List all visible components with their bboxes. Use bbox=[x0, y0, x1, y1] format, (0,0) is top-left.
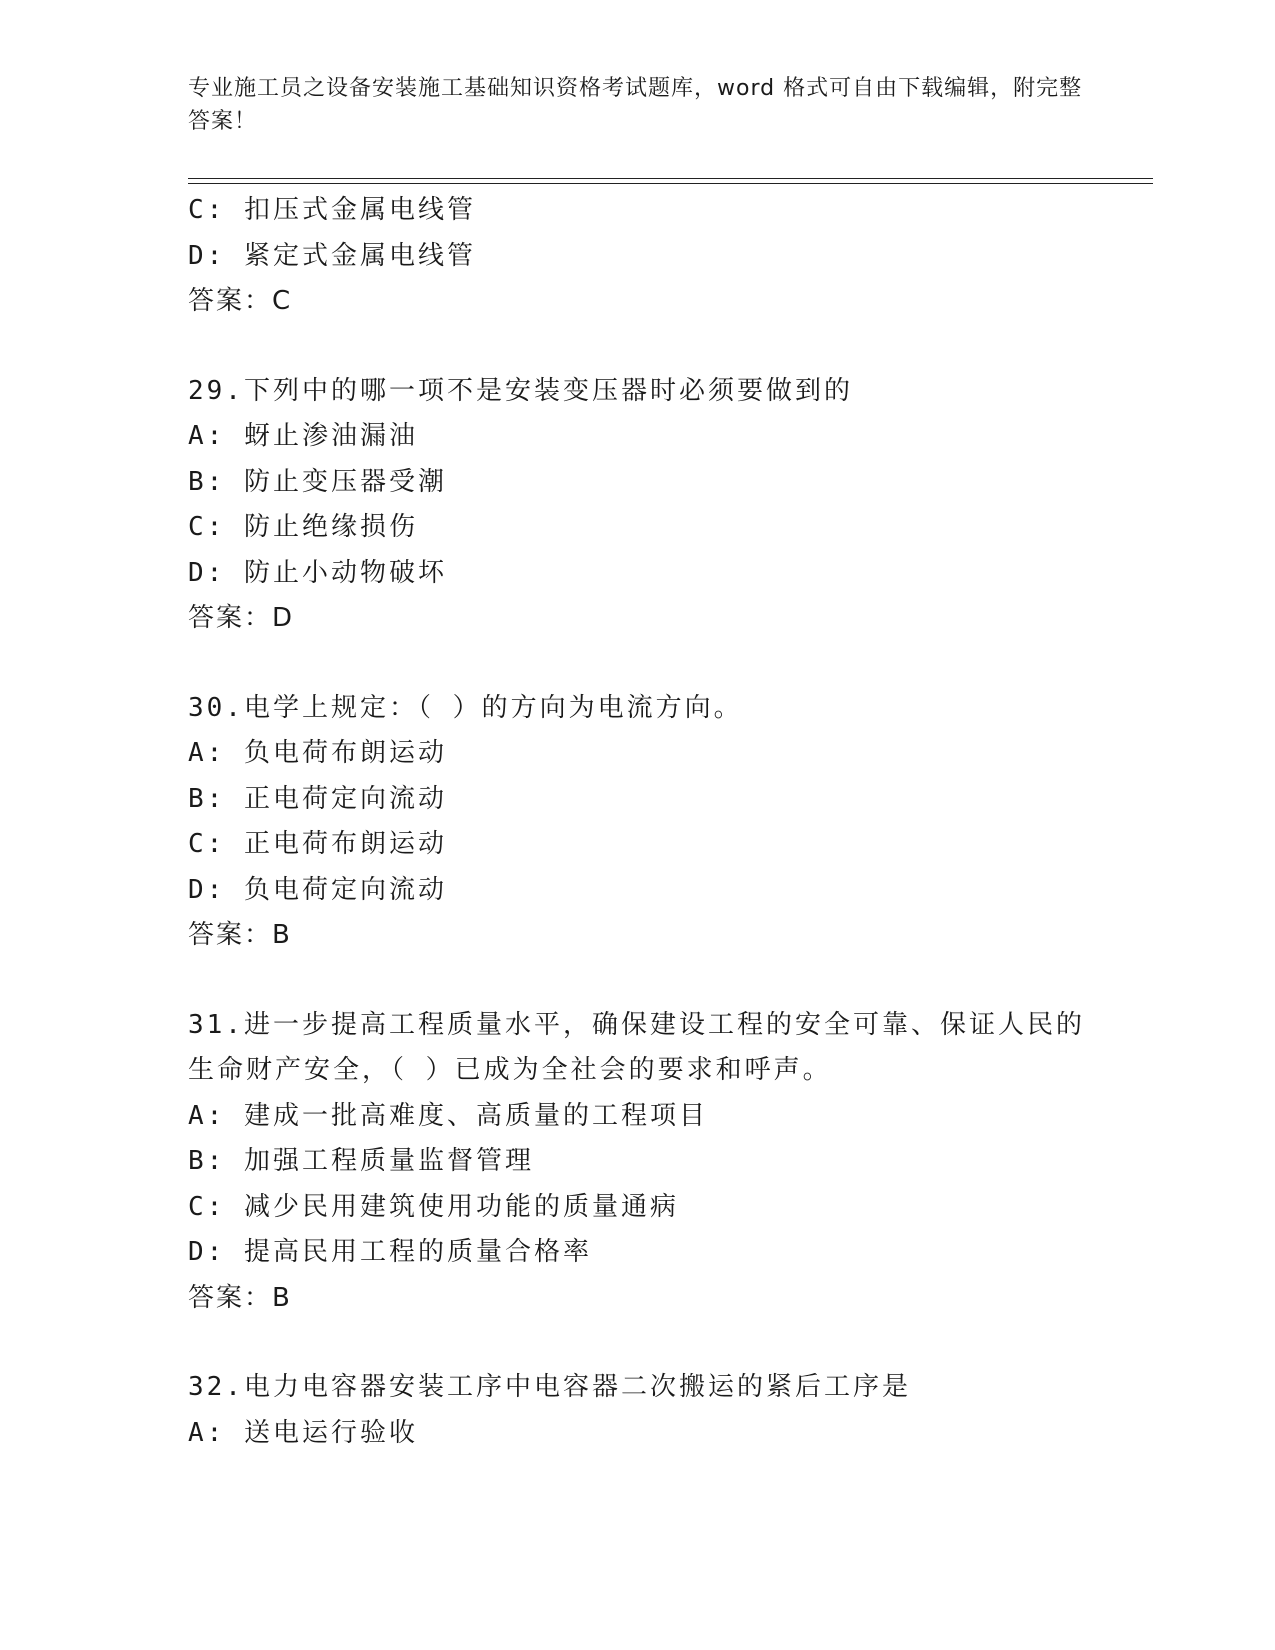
option-b: B: 加强工程质量监督管理 bbox=[188, 1146, 534, 1176]
continued-question bbox=[188, 188, 1088, 325]
question-list bbox=[188, 188, 1088, 1456]
option-b: B: 防止变压器受潮 bbox=[188, 466, 447, 497]
option-c: C: 减少民用建筑使用功能的质量通病 bbox=[188, 1191, 679, 1222]
option-b: B: 正电荷定向流动 bbox=[188, 783, 447, 814]
option-d: D: 紧定式金属电线管 bbox=[188, 240, 476, 271]
question-stem: 31.进一步提高工程质量水平，确保建设工程的安全可靠、保证人民的生命财产安全，（ ）已成为全社会的要求和呼声。 bbox=[188, 1009, 1085, 1085]
header-divider-bottom bbox=[188, 183, 1153, 184]
option-c: C: 扣压式金属电线管 bbox=[188, 195, 476, 225]
option-c: C: 正电荷布朗运动 bbox=[188, 829, 447, 859]
answer-line: 答案：C bbox=[188, 286, 293, 316]
option-d: D: 负电荷定向流动 bbox=[188, 874, 447, 905]
header-divider-top bbox=[188, 178, 1153, 179]
question-32 bbox=[188, 1365, 1088, 1456]
option-a: A: 负电荷布朗运动 bbox=[188, 738, 447, 768]
question-29 bbox=[188, 369, 1088, 642]
option-d: D: 提高民用工程的质量合格率 bbox=[188, 1237, 592, 1267]
answer-line: 答案：D bbox=[188, 603, 295, 633]
option-a: A: 建成一批高难度、高质量的工程项目 bbox=[188, 1100, 708, 1131]
answer-line: 答案：B bbox=[188, 1282, 292, 1313]
document-header: 专业施工员之设备安装施工基础知识资格考试题库，word 格式可自由下载编辑，附完整答案！ bbox=[188, 76, 1083, 134]
question-stem: 32.电力电容器安装工序中电容器二次搬运的紧后工序是 bbox=[188, 1372, 911, 1402]
question-30 bbox=[188, 686, 1088, 959]
question-stem: 30.电学上规定：（ ）的方向为电流方向。 bbox=[188, 692, 743, 723]
question-31 bbox=[188, 1003, 1088, 1322]
option-c: C: 防止绝缘损伤 bbox=[188, 512, 418, 542]
option-a: A: 送电运行验收 bbox=[188, 1417, 418, 1448]
question-stem: 29.下列中的哪一项不是安装变压器时必须要做到的 bbox=[188, 375, 853, 406]
option-a: A: 蚜止渗油漏油 bbox=[188, 421, 418, 451]
answer-line: 答案：B bbox=[188, 920, 292, 950]
option-d: D: 防止小动物破坏 bbox=[188, 557, 447, 588]
